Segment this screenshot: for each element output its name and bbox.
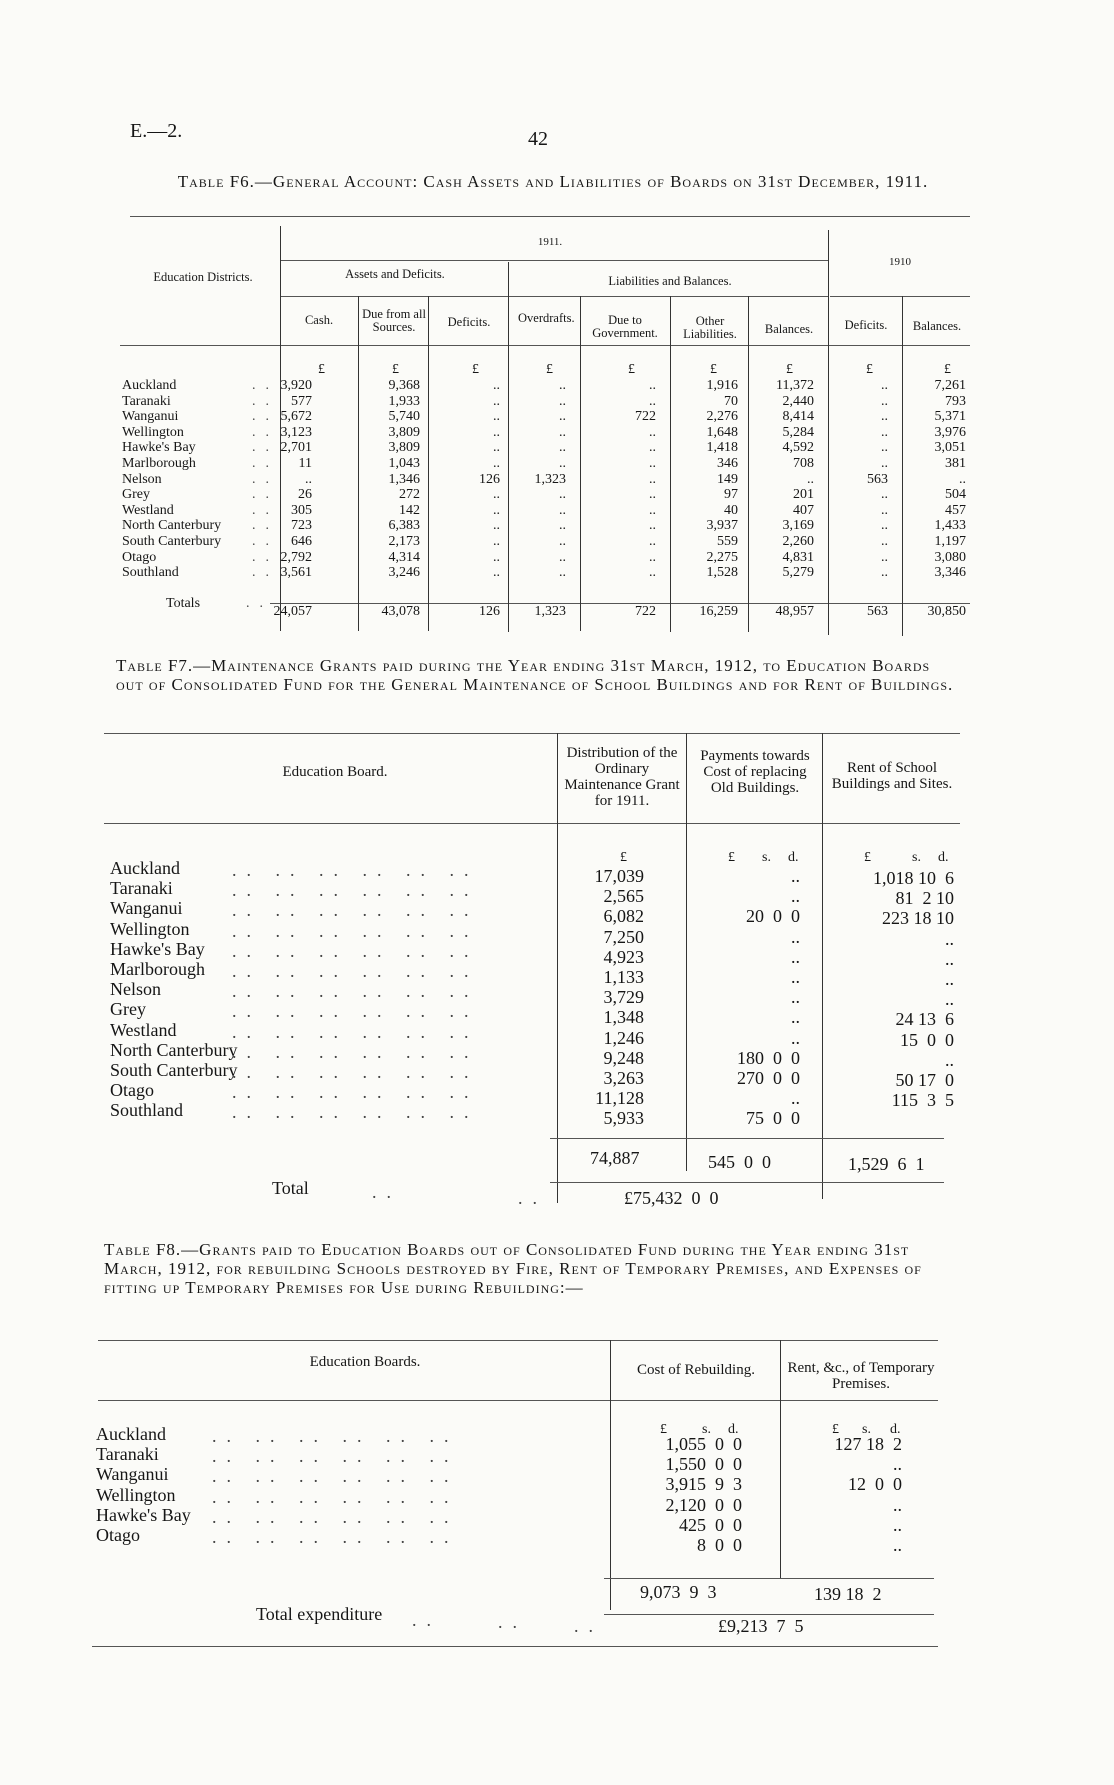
f7-leader-dots: .. .. .. .. .. .. [232,940,479,961]
f7-cell-rent: 24 13 6 [895,1009,954,1030]
f7-cell-payments: 20 0 0 [746,906,800,927]
f8-cell-cost: 3,915 9 3 [665,1474,742,1495]
f6-leader-dots: .. [252,456,279,471]
f6-cell-deficits: .. [493,565,500,581]
f6-cell-other-liabilities: 1,916 [706,378,738,393]
f6-cell-deficits: .. [493,518,500,534]
f6-cell-deficits-1910: .. [881,378,888,393]
f8-board-name: Otago [96,1525,140,1545]
f6-cell-balances: 407 [793,502,814,518]
f6-cell-deficits-1910: .. [881,518,888,534]
f7-cell-payments: 270 0 0 [737,1068,800,1088]
f6-leader-dots: .. [252,549,279,565]
f6-cell-due-from: 1,043 [388,456,420,471]
f7-cell-payments: .. [791,866,800,886]
f8-subtotal-rent: 139 18 2 [814,1584,882,1604]
f6-cell-cash: 2,792 [280,549,312,565]
f6-cell-deficits-1910: 563 [867,471,888,487]
table-f7-caption: Table F7.—Maintenance Grants paid during the Year ending 31st March, 1912, to Education Boards out of Consolidated Fund for the General Maintenance of School Buildings and for Rent of Buildings. [116,656,954,694]
f6-district-name: North Canterbury [122,518,222,534]
f7-board-name: Southland [110,1100,184,1121]
f6-cell-cash: 3,561 [280,565,312,581]
f6-cell-balances: .. [807,471,814,487]
f8-leader-dots: .. .. .. .. .. .. [212,1506,459,1527]
f6-cell-balances-1910: 381 [945,456,966,471]
f7-cell-rent: .. [945,989,954,1010]
f7-leader-dots: .. .. .. .. .. .. [232,1062,479,1082]
f7-subtotal-rent: 1,529 6 1 [848,1154,925,1174]
f6-cell-due-to-govt: 722 [635,409,656,425]
f6-cell-overdrafts: .. [559,534,566,549]
f7-cell-payments: .. [791,967,800,987]
f6-cell-deficits-1910: .. [881,565,888,581]
f6-cell-other-liabilities: 2,276 [706,409,738,425]
f6-col-overdrafts: Overdrafts. [518,311,575,325]
f7-board-name: Wanganui [110,898,183,919]
f7-board-name: North Canterbury [110,1039,238,1060]
table-f6-caption: Table F6.—General Account: Cash Assets and Liabilities of Boards on 31st December, 1911. [177,172,929,191]
f8-col-rent: Rent, &c., of Temporary Premises. [787,1360,935,1392]
f6-cell-deficits: 126 [479,471,500,487]
f6-cell-other-liabilities: 149 [717,471,738,487]
f6-cell-overdrafts: .. [559,518,566,534]
f6-cell-balances: 2,440 [782,393,814,409]
f6-cell-cash: 26 [298,487,312,503]
f7-cell-payments: .. [791,886,800,907]
f6-cell-deficits: .. [493,456,500,471]
f6-year-1910: 1910 [889,256,911,268]
f6-district-name: Nelson [122,471,162,487]
f8-leader-dots: .. .. .. .. .. .. [212,1527,459,1547]
f7-cell-payments: .. [791,1027,800,1048]
f6-total-cell: 563 [867,604,888,619]
f6-cell-overdrafts: 1,323 [534,471,566,487]
f6-district-name: Grey [122,487,150,503]
f8-cell-rent: .. [893,1494,902,1515]
f7-board-name: Otago [110,1080,154,1101]
f6-cell-deficits-1910: .. [881,549,888,565]
f6-col-deficits-1910: Deficits. [844,318,888,332]
f6-cell-deficits-1910: .. [881,456,888,471]
f6-cell-deficits-1910: .. [881,487,888,503]
f8-cell-rent: 12 0 0 [848,1474,902,1495]
f6-cell-other-liabilities: 40 [724,502,738,518]
f6-cell-balances: 5,284 [782,424,814,440]
f6-district-name: Auckland [122,378,177,393]
f6-cell-other-liabilities: 1,528 [706,565,738,581]
f6-col-balances-1910: Balances. [912,319,962,333]
f6-cell-deficits: .. [493,549,500,565]
f7-cell-distribution: 9,248 [603,1047,644,1068]
f6-cell-due-from: 272 [399,487,420,503]
f6-cell-deficits: .. [493,487,500,503]
f6-cell-balances-1910: 504 [945,487,966,503]
f6-cell-due-from: 6,383 [388,518,420,534]
f7-board-name: Westland [110,1019,177,1040]
f6-total-cell: 126 [479,604,500,619]
f6-total-cell: 43,078 [381,604,420,619]
f7-grand-total: £75,432 0 0 [624,1188,719,1208]
f6-cell-due-to-govt: .. [649,502,656,518]
f6-district-name: Hawke's Bay [122,440,196,456]
f8-leader-dots: .. .. .. .. .. .. [212,1426,459,1446]
f6-cell-other-liabilities: 559 [717,534,738,549]
f6-leader-dots: .. [252,518,279,534]
f7-cell-rent: 15 0 0 [900,1029,954,1050]
f6-cell-deficits: .. [493,409,500,425]
f6-cell-other-liabilities: 3,937 [706,518,738,534]
f8-cell-cost: 8 0 0 [697,1535,742,1555]
f8-board-name: Wanganui [96,1464,169,1485]
f7-leader-dots: .. .. .. .. .. .. [232,880,479,901]
f7-cell-distribution: 4,923 [603,946,644,967]
f8-cell-rent: .. [893,1514,902,1535]
f6-cell-deficits: .. [493,440,500,456]
f6-cell-due-to-govt: .. [649,424,656,440]
f6-cell-balances: 3,169 [782,518,814,534]
f7-cell-payments: .. [791,946,800,967]
f6-cell-cash: 2,701 [280,440,312,456]
f6-cell-due-to-govt: .. [649,456,656,471]
f7-cell-rent: 50 17 0 [895,1070,954,1090]
f6-cell-cash: 305 [291,502,312,518]
f8-cell-cost: 2,120 0 0 [665,1494,742,1515]
f8-leader-dots: .. .. .. .. .. .. [212,1486,459,1507]
f6-cell-deficits-1910: .. [881,393,888,409]
f6-cell-balances-1910: 793 [945,393,966,409]
f6-col-other-liabilities: Other Liabilities. [683,314,737,341]
f7-cell-rent: 115 3 5 [891,1090,954,1111]
f6-col-due-to-govt: Due to Government. [592,313,658,340]
f6-cell-deficits-1910: .. [881,440,888,456]
f6-cell-due-from: 1,346 [388,471,420,487]
f7-cell-distribution: 2,565 [603,886,644,907]
f6-cell-balances: 708 [793,456,814,471]
f7-leader-dots: .. .. .. .. .. .. [232,860,479,880]
f6-total-cell: 16,259 [699,604,738,619]
f7-col-rent: Rent of School Buildings and Sites. [831,760,953,792]
f6-cell-cash: 646 [291,534,312,549]
f6-leader-dots: .. [252,471,279,487]
f6-col-cash: Cash. [304,313,334,327]
f6-group-assets: Assets and Deficits. [345,267,445,281]
f6-cell-balances: 201 [793,487,814,503]
f7-board-name: Grey [110,999,146,1020]
f6-leader-dots: .. [252,378,279,393]
f7-board-name: Auckland [110,858,180,878]
f7-col-board: Education Board. [282,764,388,780]
f6-cell-cash: 723 [291,518,312,534]
f7-leader-dots: .. .. .. .. .. .. [232,1102,479,1123]
f6-cell-balances-1910: 3,051 [934,440,966,456]
f6-year-1911: 1911. [537,236,563,248]
f6-cell-overdrafts: .. [559,440,566,456]
f7-subtotal-distribution: 74,887 [590,1148,640,1168]
f6-cell-balances-1910: 3,346 [934,565,966,581]
f6-cell-overdrafts: .. [559,549,566,565]
f6-cell-balances: 5,279 [782,565,814,581]
f6-cell-overdrafts: .. [559,502,566,518]
f6-district-name: South Canterbury [122,534,222,549]
f7-cell-rent: 223 18 10 [882,908,954,929]
f8-cell-cost: 1,055 0 0 [665,1434,742,1454]
f6-cell-cash: 11 [298,456,312,471]
f6-cell-cash: 5,672 [280,409,312,425]
f8-cell-rent: .. [893,1535,902,1555]
f6-leader-dots: .. [252,440,279,456]
f6-cell-due-from: 9,368 [388,378,420,393]
f6-cell-deficits-1910: .. [881,534,888,549]
f7-leader-dots: .. .. .. .. .. .. [232,981,479,1002]
f8-unit-row: £ s. d. £ s. d. [660,1422,901,1437]
f6-cell-due-to-govt: .. [649,534,656,549]
f6-cell-other-liabilities: 346 [717,456,738,471]
f6-cell-due-from: 1,933 [388,393,420,409]
f6-cell-deficits-1910: .. [881,409,888,425]
f6-leader-dots: .. [252,487,279,503]
f6-cell-overdrafts: .. [559,456,566,471]
f7-cell-rent: .. [945,1049,954,1070]
f6-cell-deficits: .. [493,534,500,549]
f7-cell-distribution: 3,729 [603,987,644,1008]
f8-subtotal-cost: 9,073 9 3 [640,1582,717,1602]
f6-cell-overdrafts: .. [559,565,566,581]
f6-cell-overdrafts: .. [559,393,566,409]
f7-total-label: Total [272,1178,309,1198]
f6-district-name: Taranaki [122,393,171,409]
f6-leader-dots: .. [252,565,279,581]
table-f8-caption: Table F8.—Grants paid to Education Boards out of Consolidated Fund during the Year ending 31st March, 1912, for rebuilding Schools destroyed by Fire, Rent of Temporary Premises, and Expenses of fitting up Temporary Premises for Use during Rebuilding:— [104,1240,922,1297]
f6-cell-other-liabilities: 1,648 [706,424,738,440]
f8-board-name: Taranaki [96,1444,159,1465]
f6-cell-due-to-govt: .. [649,471,656,487]
f6-cell-due-to-govt: .. [649,378,656,393]
f7-col-distribution: Distribution of the Ordinary Maintenance Grant for 1911. [564,745,680,809]
f6-leader-dots: .. [252,534,279,549]
f8-grand-total: £9,213 7 5 [718,1616,804,1636]
f7-cell-rent: .. [945,969,954,989]
f6-cell-balances: 2,260 [782,534,814,549]
f6-cell-due-from: 3,809 [388,440,420,456]
f6-group-liabilities: Liabilities and Balances. [608,274,732,288]
f7-leader-dots: .. .. .. .. .. .. [232,1041,479,1062]
f7-leader-dots: .. .. .. .. .. .. [232,961,479,981]
f7-cell-payments: .. [791,1007,800,1028]
f6-cell-due-to-govt: .. [649,487,656,503]
f8-col-cost: Cost of Rebuilding. [637,1362,755,1378]
f6-cell-balances-1910: 1,197 [934,534,966,549]
f6-cell-deficits-1910: .. [881,502,888,518]
f6-cell-deficits: .. [493,502,500,518]
f6-cell-balances: 4,592 [782,440,814,456]
f7-cell-payments: 180 0 0 [737,1047,800,1068]
f6-cell-due-from: 4,314 [388,549,420,565]
document-code: E.—2. [130,120,183,142]
f8-board-name: Hawke's Bay [96,1504,191,1525]
f6-cell-due-from: 3,809 [388,424,420,440]
f6-cell-balances: 8,414 [782,409,814,425]
f6-district-name: Wanganui [122,409,179,425]
f6-total-cell: 1,323 [534,604,566,619]
f6-leader-dots: .. [252,409,279,425]
f8-board-name: Wellington [96,1484,176,1505]
page-number: 42 [528,128,548,150]
f7-cell-distribution: 1,133 [603,967,644,987]
f6-district-name: Southland [122,565,179,581]
f7-cell-distribution: 7,250 [603,926,644,947]
f8-cell-rent: 127 18 2 [834,1434,902,1454]
f6-cell-balances-1910: 5,371 [934,409,966,425]
f6-cell-cash: .. [305,471,312,487]
f6-cell-deficits: .. [493,424,500,440]
f6-cell-due-from: 3,246 [388,565,420,581]
f6-currency-row: £ £ £ £ £ £ £ £ £ [318,362,951,377]
f7-subtotal-payments: 545 0 0 [708,1152,771,1172]
f7-leader-dots: .. .. .. .. .. .. [232,1082,479,1103]
f6-district-name: Marlborough [122,456,196,471]
f6-cell-deficits-1910: .. [881,424,888,440]
f7-board-name: South Canterbury [110,1060,238,1080]
f7-board-name: Wellington [110,918,190,939]
f6-cell-balances: 11,372 [776,378,814,393]
f6-cell-overdrafts: .. [559,409,566,425]
f6-cell-balances: 4,831 [782,549,814,565]
f6-cell-due-from: 142 [399,502,420,518]
f6-cell-overdrafts: .. [559,378,566,393]
f6-cell-due-to-govt: .. [649,440,656,456]
f7-cell-rent: 1,018 10 6 [873,868,954,888]
f6-cell-balances-1910: 3,080 [934,549,966,565]
f6-cell-due-from: 2,173 [388,534,420,549]
f7-board-name: Nelson [110,979,161,1000]
f7-cell-distribution: 11,128 [595,1088,644,1109]
f6-totals-label: Totals [166,596,201,611]
f8-board-name: Auckland [96,1424,166,1444]
f6-cell-other-liabilities: 2,275 [706,549,738,565]
f6-col-districts: Education Districts. [153,270,253,284]
f6-leader-dots: .. [252,424,279,440]
f6-cell-balances-1910: 457 [945,502,966,518]
f7-cell-payments: 75 0 0 [746,1108,800,1129]
f7-board-name: Marlborough [110,959,205,979]
f7-cell-payments: .. [791,1088,800,1109]
f6-cell-overdrafts: .. [559,487,566,503]
f6-col-due-from: Due from all Sources. [362,307,426,334]
f8-cell-cost: 1,550 0 0 [665,1454,742,1475]
document-page: E.—2. 42 Table F6.—General Account: Cash Assets and Liabilities of Boards on 31st December, 1911. 1911. 1910 Assets and Deficits. Liabilities and Balances. Education Districts. Cash. Due from all Sources. Deficits. Overdrafts. Due to Government. Other Liabilities. Balances. Deficits. Balances. £ £ £ £ £ £ £ £ £ Auckland .. 3,920 9,368 .. .. .. 1,916 11,372 .. 7,261 Taranaki .. 577 1,933 .. .. .. 70 2,440 .. 793 Wanganui .. 5,672 5,740 .. .. 722 2,276 8,414 .. 5,371 Wellington .. 3,123 3,809 .. .. .. 1,648 5,284 .. 3,976 Hawke's Bay .. 2,701 3,809 .. .. .. 1,418 4,592 .. 3,051 Marlborough .. 11 1,043 .. .. .. 346 708 .. 381 Nelson .. .. 1,346 126 1,323 .. 149 .. 563 .. Grey .. 26 272 .. .. .. 97 201 .. 504 Westland .. 305 142 .. .. .. 40 407 .. 457 North Canterbury .. 723 6,383 .. .. .. 3,937 3,169 .. 1,433 South Canterbury .. 646 2,173 .. .. .. 559 2,260 .. 1,197 Otago .. 2,792 4,314 .. .. .. 2,275 4,831 .. 3,080 Southland .. 3,561 3,246 .. .. .. 1,528 5,279 .. 3,346 Totals .. 24,057 43,078 126 1,323 722 16,259 48,957 563 30,850 Table F7.—Maintenance Grants paid during the Year ending 31st March, 1912, to Education Boards out of Consolidated Fund for the General Maintenance of School Buildings and for Rent of Buildings. Education Board. Distribution of the Ordinary Maintenance Grant for 1911. Payments towards Cost of replacing Old Buildings. Rent of School Buildings and Sites. £ £ s. d. £ s. d. Auckland .. .. .. .. .. .. 17,039 .. Taranaki .. .. .. .. .. .. 2,565 .. Wanganui .. .. .. .. .. .. 6,082 20 0 0 Wellington .. .. .. .. .. .. 7,250 .. Hawke's Bay .. .. .. .. .. .. 4,923 .. Marlborough .. .. .. .. .. .. 1,133 .. Nelson .. .. .. .. .. .. 3,729 .. Grey .. .. .. .. .. .. 1,348 .. Westland .. .. .. .. .. .. 1,246 .. North Canterbury .. .. .. .. .. .. 9,248 180 0 0 South Canterbury .. .. .. .. .. .. 3,263 270 0 0 Otago .. .. .. .. .. .. 11,128 .. Southland .. .. .. .. .. .. 5,933 75 0 0 1,018 10 6 81 2 10 223 18 10 .. .. .. .. 24 13 6 15 0 0 .. 50 17 0 115 3 5 74,887 545 0 0 1,529 6 1 Total .. .. £75,432 0 0 Table F8.—Grants paid to Education Boards out of Consolidated Fund during the Year ending 31st March, 1912, for rebuilding Schools destroyed by Fire, Rent of Temporary Premises, and Expenses of fitting up Temporary Premises for Use during Rebuilding:— Education Boards. Cost of Rebuilding. Rent, &c., of Temporary Premises. £ s. d. £ s. d. Auckland .. .. .. .. .. .. 1,055 0 0 127 18 2 Taranaki .. .. .. .. .. .. 1,550 0 0 .. Wanganui .. .. .. .. .. .. 3,915 9 3 12 0 0 Wellington .. .. .. .. .. .. 2,120 0 0 .. Hawke's Bay .. .. .. .. .. .. 425 0 0 .. Otago .. .. .. .. .. .. 8 0 0 .. 9,073 9 3 139 18 2 Total expenditure .. .. .. £9,213 7 5 [0,0,1114,1785]
f7-cell-payments: .. [791,926,800,947]
f6-total-cell: 722 [635,604,656,619]
f6-cell-balances-1910: 1,433 [934,518,966,534]
f8-cell-rent: .. [893,1454,902,1475]
f7-cell-distribution: 5,933 [603,1108,644,1129]
f7-cell-rent: 81 2 10 [895,888,954,909]
f6-cell-due-to-govt: .. [649,518,656,534]
f7-col-payments: Payments towards Cost of replacing Old Buildings. [700,748,810,796]
f6-cell-balances-1910: 3,976 [934,424,966,440]
f6-cell-due-to-govt: .. [649,549,656,565]
f6-cell-other-liabilities: 1,418 [706,440,738,456]
f8-cell-cost: 425 0 0 [679,1514,742,1535]
f6-cell-due-to-govt: .. [649,393,656,409]
f6-cell-due-to-govt: .. [649,565,656,581]
f6-cell-balances-1910: 7,261 [934,378,966,393]
f6-cell-deficits: .. [493,378,500,393]
f6-cell-other-liabilities: 97 [724,487,738,503]
f7-leader-dots: .. .. .. .. .. .. [232,1021,479,1042]
f7-cell-distribution: 1,246 [603,1027,644,1048]
f6-leader-dots: .. [252,393,279,409]
f6-cell-deficits: .. [493,393,500,409]
f6-col-balances: Balances. [764,322,814,336]
f6-district-name: Otago [122,549,157,565]
f6-total-cell: 30,850 [927,604,966,619]
f7-cell-rent: .. [945,948,954,969]
f6-total-cell: 48,957 [775,604,814,619]
f7-board-name: Taranaki [110,878,173,899]
f7-cell-distribution: 3,263 [603,1068,644,1088]
f7-cell-payments: .. [791,987,800,1008]
f7-leader-dots: .. .. .. .. .. .. [232,1001,479,1022]
f6-cell-overdrafts: .. [559,424,566,440]
f7-cell-distribution: 17,039 [594,866,644,886]
f7-cell-distribution: 6,082 [603,906,644,927]
f7-board-name: Hawke's Bay [110,938,205,959]
f7-leader-dots: .. .. .. .. .. .. [232,920,479,941]
f7-leader-dots: .. .. .. .. .. .. [232,900,479,921]
f6-total-cell: 24,057 [273,604,312,619]
f6-leader-dots: .. [252,502,279,518]
f6-col-deficits: Deficits. [447,315,491,329]
f7-cell-distribution: 1,348 [603,1007,644,1028]
f6-cell-cash: 3,920 [280,378,312,393]
f8-col-boards: Education Boards. [309,1354,421,1370]
f6-district-name: Westland [122,502,174,518]
f8-leader-dots: .. .. .. .. .. .. [212,1446,459,1467]
f6-cell-cash: 577 [291,393,312,409]
f6-cell-due-from: 5,740 [388,409,420,425]
f6-cell-balances-1910: .. [959,471,966,487]
f6-cell-other-liabilities: 70 [724,393,738,409]
f6-district-name: Wellington [122,424,184,440]
f8-leader-dots: .. .. .. .. .. .. [212,1466,459,1487]
f7-cell-rent: .. [945,928,954,949]
f6-cell-cash: 3,123 [280,424,312,440]
f8-total-label: Total expenditure [256,1604,383,1624]
f7-unit-row: £ £ s. d. £ s. d. [620,850,949,865]
